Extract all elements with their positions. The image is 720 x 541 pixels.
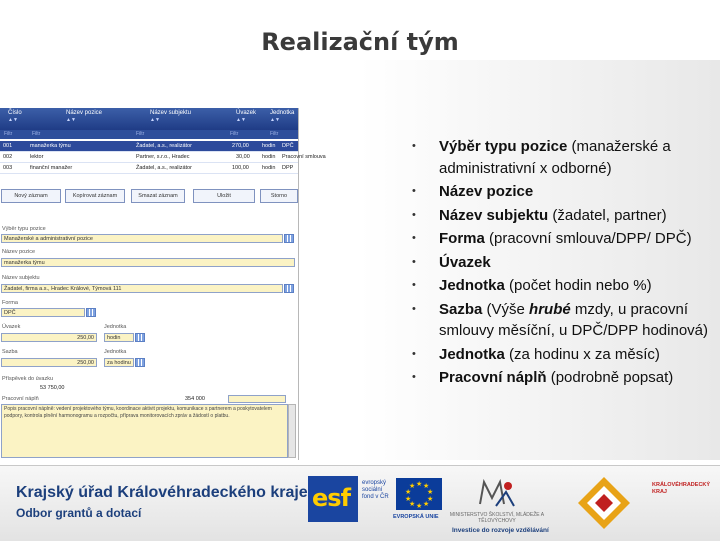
- table-row[interactable]: [0, 141, 298, 152]
- list-item: [412, 344, 712, 366]
- cell-nazev-subjektu: Žadatel, a.s., realizátor: [136, 143, 192, 149]
- bullet-icon: •: [412, 255, 416, 268]
- list-item: [412, 275, 712, 297]
- item-term: Pracovní náplň: [439, 369, 547, 386]
- item-term: Jednotka: [439, 345, 505, 363]
- list-item: [412, 228, 712, 250]
- kraj-emblem-icon: [575, 474, 633, 532]
- column-header-nazev-pozice[interactable]: Název pozice ▲▼: [66, 110, 103, 123]
- filter-cell[interactable]: Filtr: [32, 131, 41, 137]
- nazev-pozice-field[interactable]: manažerka týmu: [1, 258, 295, 267]
- esf-caption-line: evropský: [362, 480, 387, 486]
- list-picker-icon[interactable]: [86, 308, 96, 317]
- column-header-cislo[interactable]: Číslo ▲▼: [8, 110, 22, 123]
- list-item: [412, 299, 712, 342]
- item-text: (manažerské a administrativní x odborné): [439, 138, 671, 177]
- table-row[interactable]: [0, 163, 298, 174]
- page-title: Realizační tým: [261, 28, 459, 56]
- grid-header: [0, 108, 298, 130]
- pracovni-napln-textarea[interactable]: Popis pracovní náplně: vedení projektového týmu, koordinace aktivit projektu, komunikace s partnerem a poskytovatelem podpory, kontrola plnění harmonogramu a rozpočtu, příprava monitorovacích zpráv a žádostí o platbu.: [1, 404, 288, 458]
- kraj-caption-line: KRÁLOVÉHRADECKÝ: [652, 482, 711, 488]
- item-term: Jednotka: [439, 277, 505, 294]
- item-text: (počet hodin nebo %): [504, 277, 652, 294]
- column-header-uvazek[interactable]: Úvazek ▲▼: [236, 110, 257, 123]
- footer-logo-bar: [0, 465, 720, 541]
- bullet-icon: •: [412, 279, 416, 291]
- cell-uvazek: 270,00: [232, 143, 249, 149]
- esf-caption-line: sociální: [362, 487, 383, 493]
- list-item: [412, 136, 712, 179]
- cell-cislo: 001: [3, 143, 13, 149]
- list-picker-icon[interactable]: [135, 333, 145, 342]
- bullet-icon: •: [412, 232, 416, 244]
- filter-cell[interactable]: Filtr: [270, 131, 279, 137]
- kraj-caption: [652, 482, 710, 496]
- item-term: Název pozice: [439, 183, 534, 200]
- cell-nazev-pozice: lektor: [30, 154, 44, 160]
- grid-toolbar: [0, 189, 298, 203]
- list-picker-icon[interactable]: [135, 358, 145, 367]
- field-label-pracovni-napln: Pracovní náplň: [2, 396, 39, 402]
- cancel-button[interactable]: Storno: [260, 189, 298, 203]
- filter-row: [0, 130, 298, 139]
- item-text: (pracovní smlouva/DPP/ DPČ): [484, 230, 692, 247]
- cell-nazev-subjektu: Partner, s.r.o., Hradec: [136, 154, 190, 160]
- sazba-field[interactable]: 250,00: [1, 358, 97, 367]
- bullet-icon: •: [412, 140, 416, 152]
- cell-jednotka: hodin: [262, 143, 276, 149]
- field-label-forma: Forma: [2, 300, 18, 306]
- cell-uvazek: 30,00: [236, 154, 250, 160]
- eu-caption: EVROPSKÁ UNIE: [393, 514, 439, 520]
- list-item: [412, 252, 712, 274]
- footer-office-name: Krajský úřad Královéhradeckého kraje: [16, 484, 308, 501]
- app-screenshot: [0, 108, 326, 460]
- esf-logo: [308, 476, 358, 522]
- new-record-button[interactable]: Nový záznam: [1, 189, 61, 203]
- jednotka-uvazek-select[interactable]: hodin: [104, 333, 134, 342]
- list-picker-icon[interactable]: [284, 234, 294, 243]
- item-text: (žadatel, partner): [548, 206, 667, 224]
- footer-department: Odbor grantů a dotací: [16, 506, 142, 520]
- cell-jednotka: hodin: [262, 154, 276, 160]
- field-label-jednotka: Jednotka: [104, 324, 127, 330]
- item-term: Sazba: [439, 300, 483, 318]
- delete-record-button[interactable]: Smazat záznam: [131, 189, 185, 203]
- esf-caption-line: fond v ČR: [362, 494, 389, 500]
- nazev-subjektu-select[interactable]: Žadatel, firma a.s., Hradec Králové, Týmová 111: [1, 284, 283, 293]
- bullet-icon: •: [412, 302, 416, 315]
- item-term: Název subjektu: [439, 206, 549, 224]
- esf-caption: [362, 480, 389, 501]
- cell-nazev-pozice: manažerka týmu: [30, 143, 71, 149]
- scrollbar[interactable]: [288, 404, 296, 458]
- filter-cell[interactable]: Filtr: [4, 131, 13, 137]
- list-item: [412, 367, 712, 389]
- copy-record-button[interactable]: Kopírovat záznam: [65, 189, 125, 203]
- kraj-caption-line: KRAJ: [652, 489, 667, 495]
- esf-logo-letters: esf: [312, 484, 351, 512]
- bullet-icon: •: [412, 371, 416, 383]
- item-term: Výběr typu pozice: [439, 138, 568, 155]
- bullet-icon: •: [412, 208, 416, 221]
- field-label-nazev-subjektu: Název subjektu: [2, 275, 40, 281]
- item-text: (podrobně popsat): [546, 369, 674, 386]
- bullet-icon: •: [412, 347, 416, 360]
- field-label-uvazek: Úvazek: [2, 324, 21, 330]
- cell-nazev-subjektu: Žadatel, a.s., realizátor: [136, 165, 192, 171]
- filter-cell[interactable]: Filtr: [136, 131, 145, 137]
- item-emphasis: hrubé: [529, 300, 571, 318]
- cell-uvazek: 100,00: [232, 165, 249, 171]
- item-text: mzdy, u pracovní smlouvy měsíční, u DPČ/DPP hodinová): [439, 300, 708, 339]
- typ-pozice-select[interactable]: Manažerské a administrativní pozice: [1, 234, 283, 243]
- field-label-nazev-pozice: Název pozice: [2, 249, 36, 255]
- cell-forma: DPP: [282, 165, 294, 171]
- cell-cislo: 003: [3, 165, 13, 171]
- list-item: [412, 181, 712, 203]
- bullet-list: [412, 136, 712, 391]
- save-button[interactable]: Uložit: [193, 189, 255, 203]
- invest-slogan: Investice do rozvoje vzdělávání: [452, 527, 549, 534]
- jednotka-sazba-select[interactable]: za hodinu: [104, 358, 134, 367]
- field-label-prispevek: Příspěvek do úvazku: [2, 376, 54, 382]
- cell-cislo: 002: [3, 154, 13, 160]
- cell-forma: Pracovní smlouva: [282, 154, 326, 160]
- item-term: Forma: [439, 230, 485, 247]
- cell-jednotka: hodin: [262, 165, 276, 171]
- column-header-nazev-subjektu[interactable]: Název subjektu ▲▼: [150, 110, 192, 123]
- item-text: (Výše: [482, 300, 530, 318]
- field-label-sazba: Sazba: [2, 349, 18, 355]
- msmt-logo-icon: [474, 476, 518, 510]
- field-label-jednotka: Jednotka: [104, 349, 127, 355]
- uvazek-field[interactable]: 250,00: [1, 333, 97, 342]
- msmt-caption: MINISTERSTVO ŠKOLSTVÍ, MLÁDEŽE A TĚLOVÝCHOVY: [449, 512, 545, 524]
- list-picker-icon[interactable]: [284, 284, 294, 293]
- item-term: Úvazek: [439, 253, 491, 271]
- list-item: [412, 205, 712, 227]
- column-header-jednotka[interactable]: Jednotka ▲▼: [270, 110, 295, 123]
- forma-select[interactable]: DPČ: [1, 308, 85, 317]
- prispevek-value: 53 750,00: [40, 385, 65, 391]
- cell-forma: DPČ: [282, 143, 294, 149]
- filter-cell[interactable]: Filtr: [230, 131, 239, 137]
- field-label-typ-pozice: Výběr typu pozice: [2, 226, 46, 232]
- bullet-icon: •: [412, 185, 416, 197]
- cell-nazev-pozice: finanční manažer: [30, 165, 73, 171]
- eu-flag-icon: ★ ★ ★ ★ ★ ★ ★ ★ ★ ★: [396, 478, 442, 510]
- napln-select[interactable]: [228, 395, 286, 403]
- item-text: (za hodinu x za měsíc): [504, 345, 660, 363]
- table-row[interactable]: [0, 152, 326, 163]
- napln-count: 354 000: [185, 396, 205, 402]
